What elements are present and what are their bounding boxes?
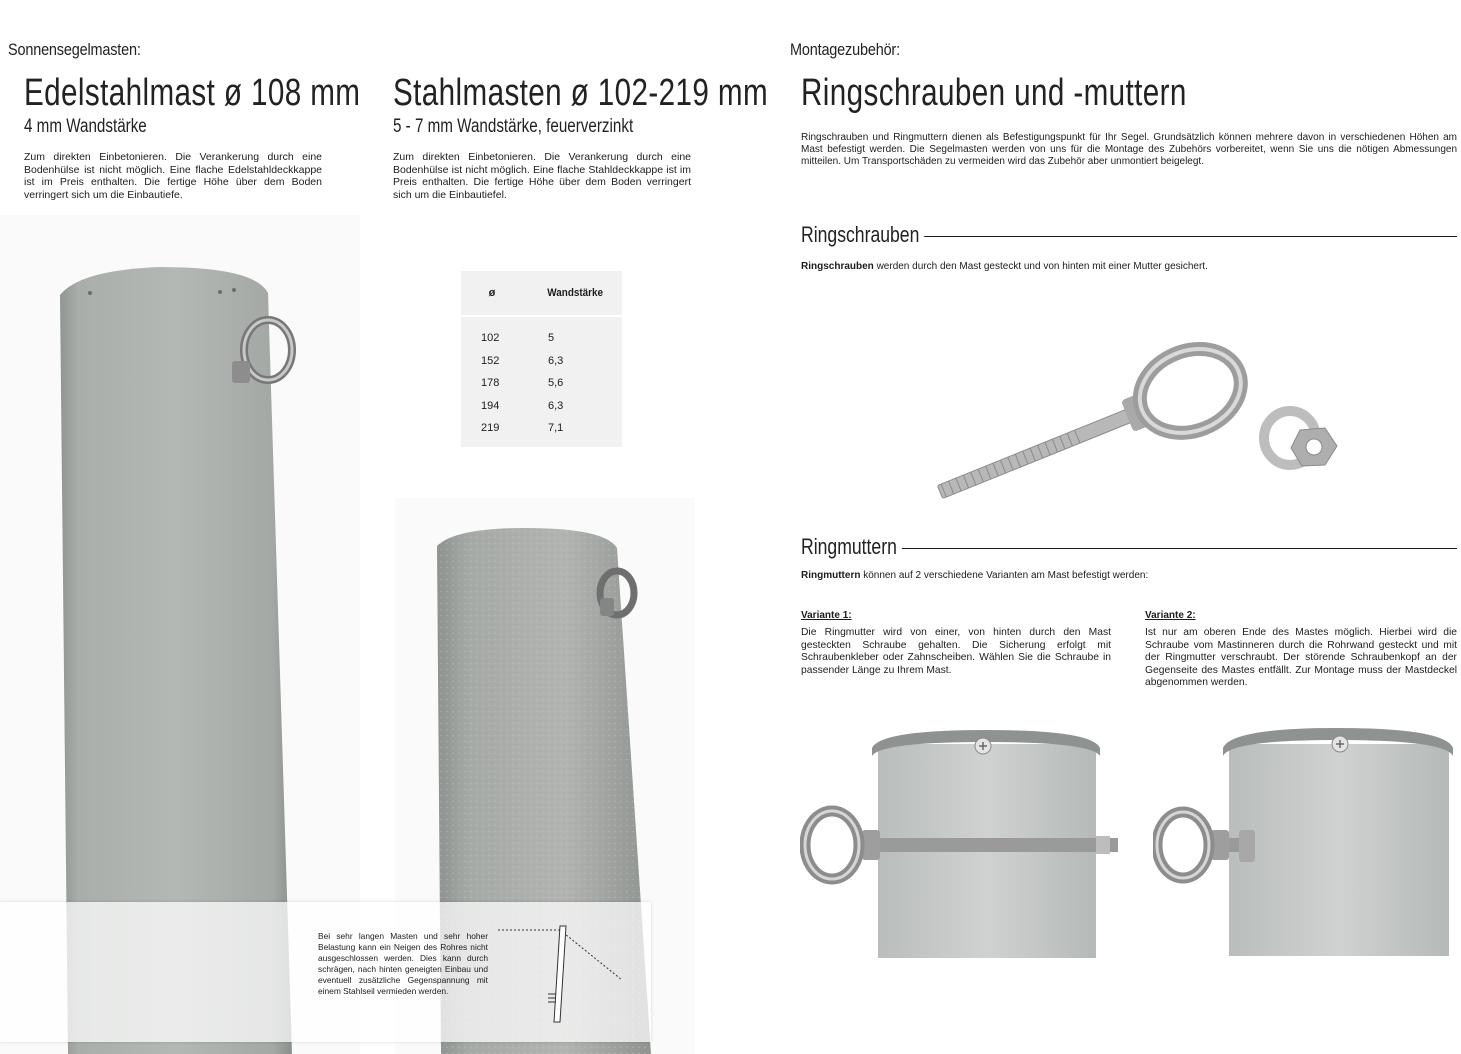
ringmuttern-rest: können auf 2 verschiedene Varianten am Mast befestigt werden: xyxy=(860,570,1149,581)
table-cell: 152 xyxy=(481,354,500,367)
col1-title: Edelstahlmast ø 108 mm xyxy=(24,72,361,114)
col2-text: Zum direkten Einbetonieren. Die Verankerung durch eine Bodenhülse ist nicht möglich. Eine flache Stahldeckkappe ist im Preis enthalten. Die fertige Höhe über dem Boden verringert sich um die Einbautiefel. xyxy=(393,151,691,201)
table-cell: 102 xyxy=(481,332,500,345)
right-intro: Ringschrauben und Ringmuttern dienen als Befestigungspunkt für Ihr Segel. Grundsätzlich können mehrere davon in verschiedenen Höhen am Mast befestigt werden. Die Segelmasten werden von uns für die Montage des Zubehörs vorbereitet, wenn Sie uns die nötigen Abmessungen mitteilen. Um Transportschäden zu vermeiden wird das Zubehör aber unmontiert beigelegt. xyxy=(801,132,1457,168)
col2-title: Stahlmasten ø 102-219 mm xyxy=(393,72,769,114)
variant1-title: Variante 1: xyxy=(801,610,852,621)
ringschrauben-heading: Ringschrauben xyxy=(801,222,924,248)
ring-nut-icon-v2 xyxy=(1157,812,1209,878)
table-divider xyxy=(461,315,622,317)
note-text: Bei sehr langen Masten und sehr hoher Belastung kann ein Neigen des Rohres nicht ausgeschlossen werden. Dies kann durch schrägen, nach hinten geneigten Einbau und eventuell zusätzliche Gegenspannung mit einem Stahlseil vermieden werden. xyxy=(318,931,488,997)
table-row xyxy=(461,327,622,350)
table-cell: 178 xyxy=(481,377,500,390)
col1-text: Zum direkten Einbetonieren. Die Verankerung durch eine Bodenhülse ist nicht möglich. Eine flache Edelstahldeckkappe ist im Preis enthalten. Die fertige Höhe über dem Boden verringert sich um die Einbautiefe. xyxy=(24,151,322,201)
ringmuttern-heading: Ringmuttern xyxy=(801,534,902,560)
section-label-right: Montagezubehör: xyxy=(790,40,900,59)
table-cell: 5 xyxy=(548,332,555,345)
ringmuttern-text xyxy=(801,570,1457,583)
ringschrauben-text xyxy=(801,261,1457,274)
table-cell: 6,3 xyxy=(548,354,564,367)
table-cell: 5,6 xyxy=(548,377,564,390)
table-cell: 7,1 xyxy=(548,422,564,435)
table-cell: 194 xyxy=(481,399,500,412)
ring-nut-icon-v1 xyxy=(805,811,859,879)
table-header: ø xyxy=(488,287,496,299)
ringmuttern-rule xyxy=(888,548,1457,549)
variant2-text: Ist nur am oberen Ende des Mastes möglich. Hierbei wird die Schraube vom Mastinneren durch die Rohrwand gesteckt und mit der Ringmutter verschraubt. Der störende Schraubenkopf an der Gegenseite des Mastes entfällt. Zur Montage muss der Mastdeckel abgenommen werden. xyxy=(1145,627,1457,689)
table-row xyxy=(461,350,622,373)
table-row xyxy=(461,417,622,440)
section-label-left: Sonnensegelmasten: xyxy=(8,40,141,59)
ringschrauben-rest: werden durch den Mast gesteckt und von hinten mit einer Mutter gesichert. xyxy=(873,261,1208,272)
ringmuttern-bold: Ringmuttern xyxy=(801,570,861,581)
right-title: Ringschrauben und -muttern xyxy=(801,72,1187,114)
col1-subtitle: 4 mm Wandstärke xyxy=(24,116,147,137)
ringschrauben-rule xyxy=(900,236,1457,237)
table-row xyxy=(461,372,622,395)
table-row xyxy=(461,395,622,418)
table-header: Wandstärke xyxy=(547,287,604,299)
variant1-text: Die Ringmutter wird von einer, von hinten durch den Mast gesteckten Schraube gehalten. Die Sicherung erfolgt mit Schraubenkleber oder Zahnscheiben. Wählen Sie die Schraube in passender Länge zu Ihrem Mast. xyxy=(801,627,1111,676)
eye-bolt-image xyxy=(905,280,1375,500)
spec-table xyxy=(461,271,622,447)
screw-head-icon xyxy=(975,738,991,754)
variant2-image xyxy=(1153,726,1457,956)
variant2-title: Variante 2: xyxy=(1145,610,1196,621)
table-cell: 6,3 xyxy=(548,399,564,412)
col2-subtitle: 5 - 7 mm Wandstärke, feuerverzinkt xyxy=(393,116,634,137)
variant1-image xyxy=(800,726,1120,958)
ringschrauben-bold: Ringschrauben xyxy=(801,261,874,272)
table-cell: 219 xyxy=(481,422,500,435)
inclination-diagram xyxy=(498,922,628,1026)
screw-head-icon-2 xyxy=(1332,736,1348,752)
